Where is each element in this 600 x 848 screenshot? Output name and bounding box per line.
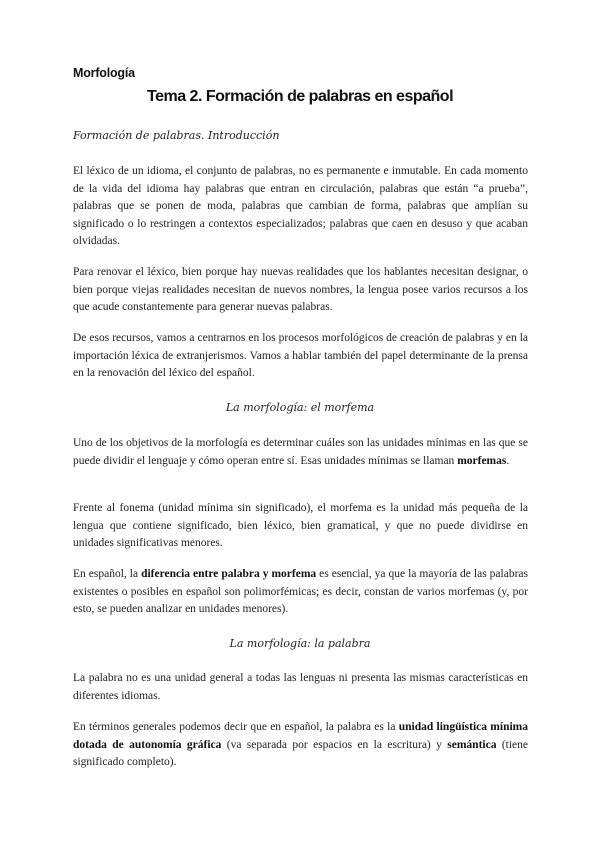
bold-term: semántica — [447, 738, 497, 751]
morfema-heading: La morfología: el morfema — [225, 401, 375, 414]
bold-term: unidad lingüística mínima dotada de autonomía gráfica — [73, 721, 528, 751]
intro-heading: Formación de palabras. Introducción — [73, 129, 280, 142]
text: En términos generales podemos decir que en español, la palabra es la — [73, 721, 399, 733]
paragraph-intro-3: De esos recursos, vamos a centrarnos en los procesos morfológicos de creación de palabras y en la importación léxica de extranjerismos. Vamos a hablar también del papel determinante de la prensa en la renovación del léxico del español. — [73, 332, 528, 380]
text: En español, la — [73, 568, 142, 580]
paragraph-intro-1: El léxico de un idioma, el conjunto de palabras, no es permanente e inmutable. En cada momento de la vida del idioma hay palabras que entran en circulación, palabras que están “a prueba”, palabras que se ponen de moda, palabras que cambian de forma, palabras que amplían su significado o lo restringen a contextos especializados; palabras que caen en desuso y que acaban olvidadas. — [73, 165, 528, 248]
paragraph-palabra-2 — [73, 719, 528, 772]
paragraph-palabra-1: La palabra no es una unidad general a todas las lenguas ni presenta las mismas características en diferentes idiomas. — [73, 672, 528, 702]
section-label: Morfología — [73, 66, 135, 80]
bold-term: morfemas — [457, 454, 507, 467]
paragraph-morfema-3 — [73, 566, 528, 619]
paragraph-morfema-2: Frente al fonema (unidad mínima sin significado), el morfema es la unidad más pequeña de la lengua que contiene significado, bien léxico, bien gramatical, y que no puede dividirse en unidades significativas menores. — [73, 502, 528, 550]
text: Uno de los objetivos de la morfología es determinar cuáles son las unidades mínimas en las que se puede dividir el lenguaje y cómo operan entre sí. Esas unidades mínimas se llaman — [73, 437, 528, 467]
paragraph-morfema-1 — [73, 435, 528, 470]
text: (va separada por espacios en la escritura) y — [221, 738, 448, 751]
bold-term: diferencia entre palabra y morfema — [141, 568, 317, 580]
text: . — [506, 454, 510, 467]
text: (tiene significado completo). — [73, 738, 529, 769]
paragraph-intro-2: Para renovar el léxico, bien porque hay nuevas realidades que los hablantes necesitan designar, o bien porque viejas realidades necesitan de nuevos nombres, la lengua posee varios recursos a los que acude constantemente para generar nuevas palabras. — [73, 266, 528, 314]
page-title: Tema 2. Formación de palabras en español — [146, 88, 454, 105]
palabra-heading: La morfología: la palabra — [229, 637, 371, 650]
text: es esencial, ya que la mayoría de las palabras existentes o posibles en español son polimorfémicas; es decir, constan de varios morfemas (y, por esto, se pueden analizar en unidades menores). — [73, 568, 528, 616]
